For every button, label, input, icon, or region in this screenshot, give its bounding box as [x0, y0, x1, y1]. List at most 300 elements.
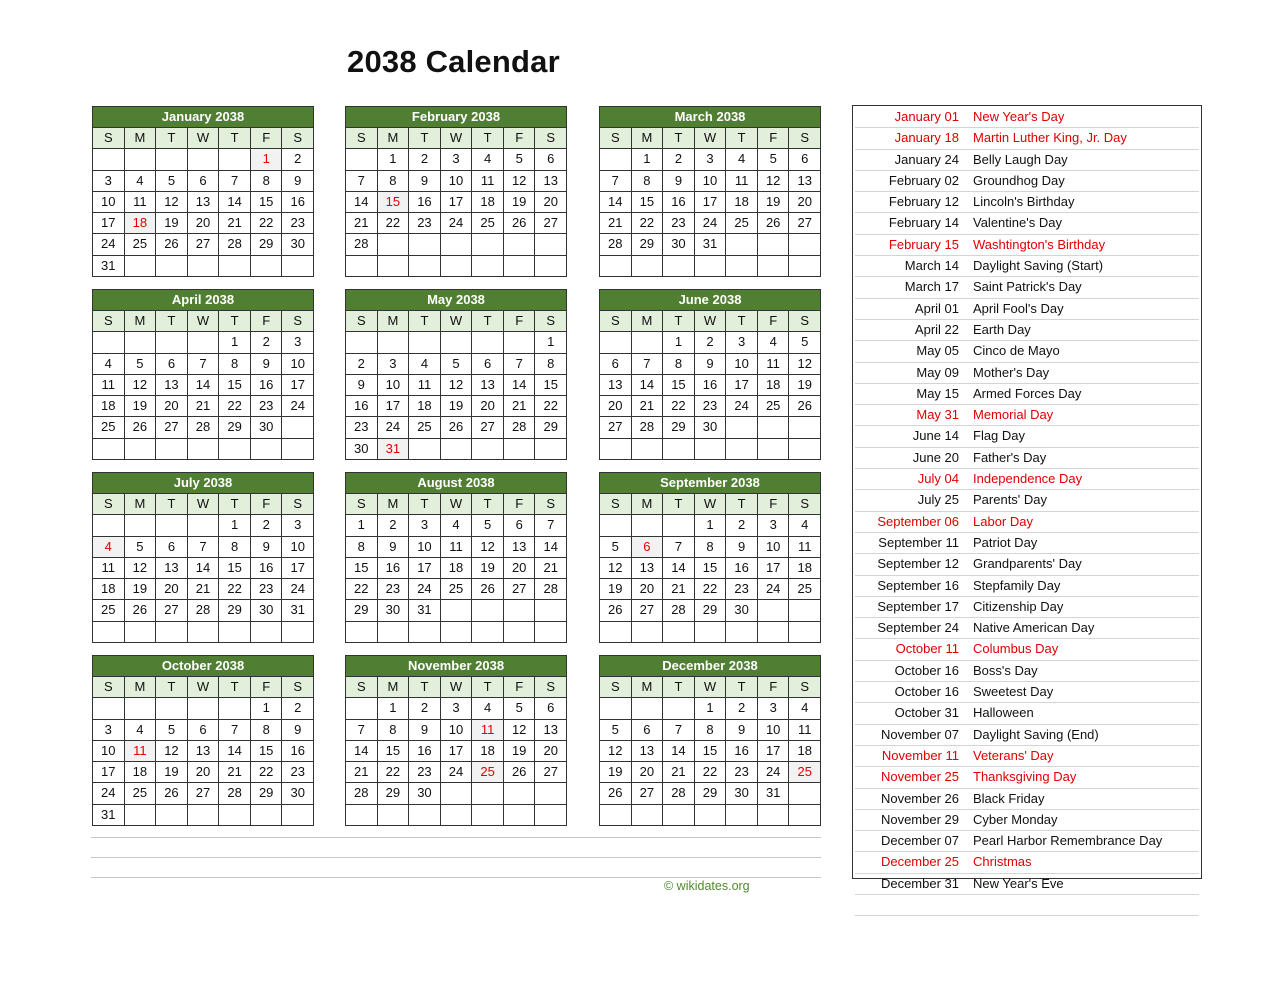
day-cell: 12: [156, 192, 188, 212]
month-calendar: [345, 106, 567, 277]
day-cell: 26: [600, 600, 632, 620]
day-cell: 9: [251, 354, 283, 374]
holiday-day-cell: 25: [789, 762, 820, 782]
day-cell: 18: [125, 762, 157, 782]
empty-day-cell: [535, 439, 566, 459]
day-cell: 2: [409, 698, 441, 718]
day-cell: 19: [600, 579, 632, 599]
empty-day-cell: [93, 622, 125, 642]
week-row: [93, 171, 313, 192]
day-cell: 10: [758, 720, 790, 740]
day-cell: 2: [294, 151, 302, 167]
weekday-label: S: [293, 130, 303, 145]
empty-day-cell: [600, 622, 632, 642]
weekday-label: F: [758, 677, 790, 697]
holiday-date: May 05: [916, 343, 959, 359]
day-cell: 28: [663, 783, 695, 803]
week-row: [600, 762, 820, 783]
weekday-label: T: [726, 311, 758, 331]
weekday-label: M: [125, 128, 157, 148]
day-cell: 1: [378, 149, 410, 169]
day-cell: 17: [409, 558, 441, 578]
day-cell: 24: [441, 762, 473, 782]
empty-day-cell: [125, 622, 157, 642]
day-cell: 10: [290, 355, 305, 371]
day-cell: 19: [125, 396, 157, 416]
day-cell: 7: [346, 720, 378, 740]
weekday-header-row: [346, 494, 566, 515]
holiday-name: Flag Day: [973, 428, 1026, 444]
day-cell: 28: [346, 234, 378, 254]
day-cell: 13: [600, 375, 632, 395]
weekday-label: M: [378, 128, 410, 148]
weekday-label: F: [251, 494, 283, 514]
day-cell: 9: [294, 172, 302, 188]
holiday-name: Sweetest Day: [973, 684, 1054, 700]
empty-day-cell: [156, 698, 188, 718]
day-cell: 5: [125, 537, 157, 557]
day-cell: 24: [290, 398, 305, 414]
day-cell: 6: [504, 515, 536, 535]
day-cell: 27: [188, 234, 220, 254]
empty-day-cell: [441, 234, 473, 254]
empty-day-cell: [789, 417, 820, 437]
day-cell: 26: [156, 783, 188, 803]
day-cell: 21: [188, 396, 220, 416]
holiday-list: [852, 105, 1202, 891]
day-cell: 23: [378, 579, 410, 599]
holiday-date: February 02: [888, 172, 959, 188]
weekday-label: T: [726, 128, 758, 148]
weekday-label: T: [663, 494, 695, 514]
day-cell: 5: [600, 537, 632, 557]
day-cell: 20: [504, 558, 536, 578]
empty-day-cell: [726, 256, 758, 276]
day-cell: 26: [758, 213, 790, 233]
day-cell: 30: [726, 600, 758, 620]
empty-day-cell: [535, 622, 566, 642]
weekday-label: T: [726, 677, 758, 697]
week-row: [600, 515, 820, 536]
empty-day-cell: [472, 600, 504, 620]
holiday-row: [855, 597, 1199, 618]
day-cell: 16: [726, 558, 758, 578]
holiday-row: [855, 341, 1199, 362]
month-title: November 2038: [346, 656, 566, 677]
day-cell: 9: [251, 537, 283, 557]
holiday-date: June 20: [912, 449, 959, 465]
empty-day-cell: [789, 622, 820, 642]
day-cell: 19: [156, 213, 188, 233]
day-cell: 13: [797, 172, 812, 188]
day-cell: 6: [547, 700, 555, 716]
week-row: [93, 234, 313, 255]
empty-day-cell: [441, 439, 473, 459]
week-row: [93, 720, 313, 741]
day-cell: 31: [695, 234, 727, 254]
day-cell: 25: [726, 213, 758, 233]
day-cell: 14: [188, 558, 220, 578]
weekday-label: S: [93, 311, 125, 331]
empty-day-cell: [409, 439, 441, 459]
day-cell: 1: [632, 149, 664, 169]
weekday-label: W: [441, 128, 473, 148]
week-row: [346, 213, 566, 234]
day-cell: 14: [346, 741, 378, 761]
holiday-date: March 17: [904, 279, 959, 295]
day-cell: 16: [290, 193, 305, 209]
day-cell: 15: [663, 375, 695, 395]
day-cell: 31: [758, 783, 790, 803]
empty-day-cell: [251, 805, 283, 825]
day-cell: 17: [726, 375, 758, 395]
day-cell: 8: [219, 354, 251, 374]
weekday-label: T: [663, 311, 695, 331]
weekday-label: T: [726, 494, 758, 514]
weekday-label: W: [188, 128, 220, 148]
week-row: [600, 805, 820, 825]
weekday-header-row: [346, 311, 566, 332]
day-cell: 19: [504, 192, 536, 212]
empty-day-cell: [789, 805, 820, 825]
holiday-name: April Fool's Day: [973, 300, 1064, 316]
day-cell: 3: [294, 517, 302, 533]
empty-day-cell: [93, 332, 125, 352]
empty-day-cell: [409, 805, 441, 825]
weekday-label: T: [219, 311, 251, 331]
empty-day-cell: [219, 622, 251, 642]
holiday-name: Boss's Day: [973, 662, 1038, 678]
day-cell: 27: [472, 417, 504, 437]
empty-day-cell: [378, 234, 410, 254]
empty-day-cell: [125, 698, 157, 718]
month-title: July 2038: [93, 473, 313, 494]
day-cell: 7: [188, 537, 220, 557]
day-cell: 17: [93, 762, 125, 782]
weekday-label: T: [409, 128, 441, 148]
weekday-label: S: [346, 311, 378, 331]
day-cell: 24: [93, 234, 125, 254]
holiday-row: [855, 576, 1199, 597]
holiday-date: November 25: [880, 769, 959, 785]
day-cell: 28: [543, 581, 558, 597]
week-row: [600, 375, 820, 396]
day-cell: 3: [758, 698, 790, 718]
weekday-label: T: [472, 128, 504, 148]
empty-day-cell: [632, 622, 664, 642]
day-cell: 14: [663, 558, 695, 578]
weekday-label: S: [600, 311, 632, 331]
day-cell: 15: [632, 192, 664, 212]
day-cell: 4: [726, 149, 758, 169]
empty-day-cell: [282, 417, 313, 437]
month-calendar: [345, 472, 567, 643]
day-cell: 12: [472, 537, 504, 557]
week-row: [93, 622, 313, 642]
day-cell: 4: [758, 332, 790, 352]
weekday-label: S: [800, 313, 810, 328]
day-cell: 11: [472, 171, 504, 191]
weekday-label: S: [293, 496, 303, 511]
holiday-name: Black Friday: [973, 790, 1045, 806]
day-cell: 13: [472, 375, 504, 395]
day-cell: 14: [188, 375, 220, 395]
holiday-date: July 25: [917, 492, 959, 508]
empty-day-cell: [726, 417, 758, 437]
empty-day-cell: [378, 332, 410, 352]
holiday-row: [855, 171, 1199, 192]
day-cell: 23: [251, 579, 283, 599]
day-cell: 16: [290, 742, 305, 758]
week-row: [346, 698, 566, 719]
weekday-label: S: [600, 677, 632, 697]
day-cell: 9: [663, 171, 695, 191]
day-cell: 13: [632, 558, 664, 578]
week-row: [93, 354, 313, 375]
day-cell: 11: [758, 354, 790, 374]
day-cell: 8: [695, 537, 727, 557]
empty-day-cell: [378, 622, 410, 642]
empty-day-cell: [758, 622, 790, 642]
empty-day-cell: [726, 234, 758, 254]
day-cell: 27: [543, 764, 558, 780]
empty-day-cell: [758, 439, 790, 459]
day-cell: 18: [441, 558, 473, 578]
empty-day-cell: [219, 805, 251, 825]
empty-day-cell: [219, 256, 251, 276]
weekday-label: M: [632, 677, 664, 697]
day-cell: 28: [632, 417, 664, 437]
day-cell: 8: [547, 355, 555, 371]
day-cell: 17: [758, 558, 790, 578]
month-calendar: [92, 106, 314, 277]
empty-day-cell: [472, 439, 504, 459]
week-row: [346, 762, 566, 783]
weekday-label: W: [441, 311, 473, 331]
holiday-name: Mother's Day: [973, 364, 1050, 380]
holiday-name: Pearl Harbor Remembrance Day: [973, 833, 1163, 849]
day-cell: 4: [801, 517, 809, 533]
notes-line-3: [91, 877, 821, 878]
weekday-header-row: [346, 677, 566, 698]
day-cell: 2: [251, 515, 283, 535]
day-cell: 20: [472, 396, 504, 416]
weekday-label: W: [441, 677, 473, 697]
day-cell: 31: [409, 600, 441, 620]
holiday-date: October 11: [895, 641, 959, 657]
day-cell: 14: [346, 192, 378, 212]
day-cell: 14: [504, 375, 536, 395]
week-row: [600, 741, 820, 762]
day-cell: 15: [378, 741, 410, 761]
day-cell: 8: [378, 720, 410, 740]
month-title: June 2038: [600, 290, 820, 311]
holiday-name: Armed Forces Day: [973, 385, 1082, 401]
day-cell: 29: [695, 783, 727, 803]
holiday-day-cell: 18: [125, 213, 157, 233]
week-row: [600, 600, 820, 621]
day-cell: 1: [378, 698, 410, 718]
empty-day-cell: [504, 805, 536, 825]
holiday-row: [855, 107, 1199, 128]
day-cell: 27: [632, 783, 664, 803]
day-cell: 25: [409, 417, 441, 437]
holiday-name: Memorial Day: [973, 407, 1054, 423]
day-cell: 9: [294, 721, 302, 737]
day-cell: 7: [547, 517, 555, 533]
holiday-date: May 15: [916, 385, 959, 401]
day-cell: 5: [125, 354, 157, 374]
day-cell: 15: [543, 376, 558, 392]
empty-day-cell: [789, 783, 820, 803]
empty-day-cell: [535, 256, 566, 276]
week-row: [93, 805, 313, 825]
day-cell: 18: [758, 375, 790, 395]
holiday-date: November 07: [880, 726, 959, 742]
day-cell: 20: [632, 579, 664, 599]
month-title: August 2038: [346, 473, 566, 494]
week-row: [346, 149, 566, 170]
holiday-date: February 14: [888, 215, 959, 231]
day-cell: 7: [663, 537, 695, 557]
weekday-label: S: [93, 677, 125, 697]
day-cell: 31: [93, 256, 125, 276]
day-cell: 13: [504, 537, 536, 557]
weekday-label: M: [378, 311, 410, 331]
empty-day-cell: [188, 698, 220, 718]
weekday-label: T: [409, 311, 441, 331]
week-row: [346, 537, 566, 558]
empty-day-cell: [472, 256, 504, 276]
empty-day-cell: [409, 622, 441, 642]
day-cell: 12: [504, 720, 536, 740]
day-cell: 23: [695, 396, 727, 416]
day-cell: 30: [409, 783, 441, 803]
week-row: [600, 171, 820, 192]
weekday-label: M: [632, 494, 664, 514]
empty-day-cell: [346, 805, 378, 825]
day-cell: 2: [409, 149, 441, 169]
holiday-row: [855, 235, 1199, 256]
day-cell: 18: [726, 192, 758, 212]
month-title: January 2038: [93, 107, 313, 128]
day-cell: 21: [346, 213, 378, 233]
day-cell: 15: [346, 558, 378, 578]
day-cell: 18: [472, 192, 504, 212]
holiday-name: Valentine's Day: [973, 215, 1062, 231]
holiday-date: February 12: [888, 194, 959, 210]
week-row: [600, 783, 820, 804]
day-cell: 18: [409, 396, 441, 416]
month-title: May 2038: [346, 290, 566, 311]
day-cell: 27: [188, 783, 220, 803]
day-cell: 27: [797, 215, 812, 231]
holiday-date: January 18: [894, 130, 959, 146]
day-cell: 20: [156, 396, 188, 416]
day-cell: 9: [346, 375, 378, 395]
empty-day-cell: [663, 256, 695, 276]
day-cell: 11: [409, 375, 441, 395]
day-cell: 2: [726, 515, 758, 535]
holiday-date: September 12: [877, 556, 959, 572]
week-row: [93, 600, 313, 621]
empty-day-cell: [758, 600, 790, 620]
day-cell: 10: [758, 537, 790, 557]
empty-day-cell: [156, 256, 188, 276]
empty-day-cell: [156, 515, 188, 535]
empty-day-cell: [125, 332, 157, 352]
holiday-name: Labor Day: [973, 513, 1033, 529]
empty-day-cell: [600, 439, 632, 459]
holiday-day-cell: 31: [378, 439, 410, 459]
day-cell: 7: [600, 171, 632, 191]
holiday-row: [855, 533, 1199, 554]
weekday-header-row: [93, 494, 313, 515]
day-cell: 21: [504, 396, 536, 416]
week-row: [346, 375, 566, 396]
empty-day-cell: [156, 439, 188, 459]
holiday-name: Father's Day: [973, 449, 1047, 465]
day-cell: 21: [219, 213, 251, 233]
empty-day-cell: [125, 805, 157, 825]
week-row: [600, 720, 820, 741]
day-cell: 22: [543, 398, 558, 414]
holiday-row: [855, 746, 1199, 767]
day-cell: 12: [504, 171, 536, 191]
holiday-name: Daylight Saving (Start): [973, 258, 1104, 274]
holiday-row: [855, 128, 1199, 149]
week-row: [346, 720, 566, 741]
holiday-row: [855, 874, 1199, 895]
weekday-label: S: [600, 128, 632, 148]
month-title: February 2038: [346, 107, 566, 128]
weekday-header-row: [93, 128, 313, 149]
holiday-row: [855, 192, 1199, 213]
weekday-label: F: [758, 128, 790, 148]
empty-day-cell: [632, 439, 664, 459]
empty-day-cell: [600, 515, 632, 535]
day-cell: 12: [441, 375, 473, 395]
empty-day-cell: [632, 515, 664, 535]
day-cell: 17: [758, 741, 790, 761]
week-row: [346, 579, 566, 600]
day-cell: 29: [219, 417, 251, 437]
day-cell: 3: [758, 515, 790, 535]
day-cell: 28: [600, 234, 632, 254]
holiday-row: [855, 363, 1199, 384]
day-cell: 14: [219, 741, 251, 761]
weekday-label: W: [695, 677, 727, 697]
day-cell: 8: [695, 720, 727, 740]
weekday-header-row: [600, 677, 820, 698]
week-row: [600, 579, 820, 600]
week-row: [93, 579, 313, 600]
empty-day-cell: [156, 805, 188, 825]
holiday-date: July 04: [917, 471, 959, 487]
day-cell: 19: [125, 579, 157, 599]
empty-day-cell: [93, 149, 125, 169]
day-cell: 25: [441, 579, 473, 599]
week-row: [346, 192, 566, 213]
day-cell: 6: [632, 720, 664, 740]
day-cell: 23: [409, 213, 441, 233]
day-cell: 24: [695, 213, 727, 233]
holiday-date: December 31: [880, 875, 959, 891]
empty-day-cell: [156, 622, 188, 642]
weekday-label: F: [504, 677, 536, 697]
day-cell: 22: [219, 579, 251, 599]
footer-credit[interactable]: © wikidates.org: [664, 879, 750, 893]
